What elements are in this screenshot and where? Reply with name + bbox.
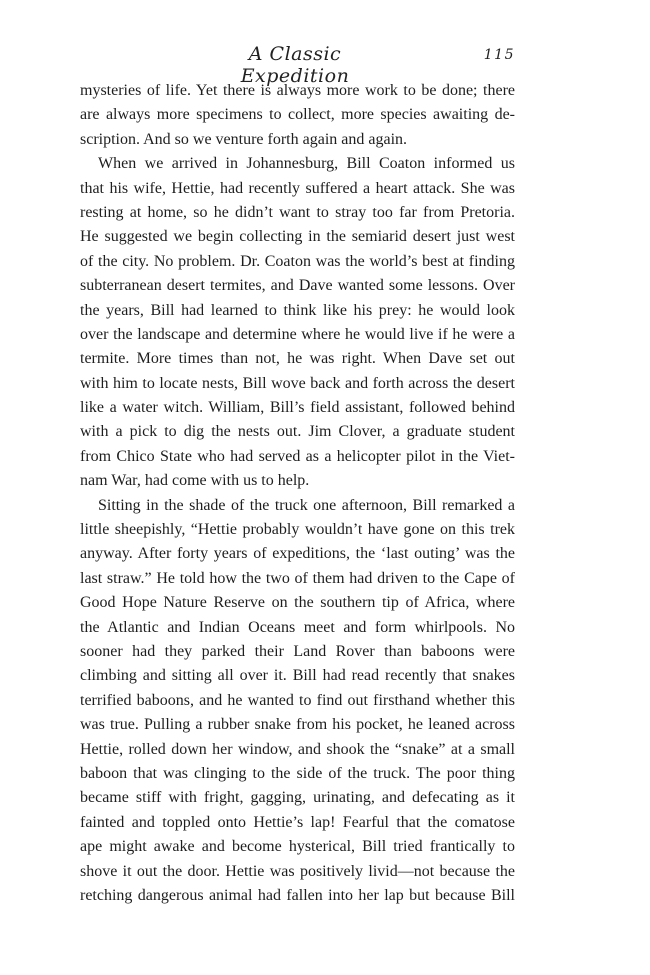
text-line: of the city. No problem. Dr. Coaton was the world’s best at finding <box>80 252 515 270</box>
text-line: subterranean desert termites, and Dave wanted some lessons. Over <box>80 277 515 295</box>
running-head <box>0 43 650 87</box>
text-line: fainted and toppled onto Hettie’s lap! Fearful that the comatose <box>80 813 515 831</box>
text-line: Hettie, rolled down her window, and shook the “snake” at a small <box>80 740 515 758</box>
text-line: shove it out the door. Hettie was positively livid—not because the <box>80 862 515 880</box>
text-line: that his wife, Hettie, had recently suffered a heart attack. She was <box>80 179 515 197</box>
text-line: resting at home, so he didn’t want to stray too far from Pretoria. <box>80 203 515 221</box>
paragraph <box>80 79 515 152</box>
text-line: Good Hope Nature Reserve on the southern tip of Africa, where <box>80 594 515 612</box>
text-line: mysteries of life. Yet there is always more work to be done; there <box>80 82 515 99</box>
text-line: became stiff with fright, gagging, urinating, and defecating as it <box>80 789 515 807</box>
text-line: terrified baboons, and he wanted to find out firsthand whether this <box>80 691 515 709</box>
text-line: anyway. After forty years of expeditions, the ‘last outing’ was the <box>80 545 515 563</box>
body-text <box>80 79 515 908</box>
text-line: the years, Bill had learned to think like his prey: he would look <box>80 301 515 319</box>
text-line: sooner had they parked their Land Rover than baboons were <box>80 642 515 660</box>
text-line: the Atlantic and Indian Oceans meet and form whirlpools. No <box>80 618 515 636</box>
text-line: Sitting in the shade of the truck one afternoon, Bill remarked a <box>98 496 515 514</box>
text-line: are always more specimens to collect, more species awaiting de- <box>80 106 515 124</box>
paragraph <box>80 152 515 493</box>
text-line: retching dangerous animal had fallen into her lap but because Bill <box>80 886 515 904</box>
text-line: baboon that was clinging to the side of the truck. The poor thing <box>80 764 515 782</box>
paragraph <box>80 494 515 909</box>
text-line: last straw.” He told how the two of them had driven to the Cape of <box>80 569 515 587</box>
text-line: from Chico State who had served as a helicopter pilot in the Viet- <box>80 447 515 465</box>
text-line: little sheepishly, “Hettie probably wouldn’t have gone on this trek <box>80 521 515 539</box>
text-line: nam War, had come with us to help. <box>80 472 310 490</box>
text-line: He suggested we begin collecting in the semiarid desert just west <box>80 228 515 246</box>
text-line: with a pick to dig the nests out. Jim Clover, a graduate student <box>80 423 515 441</box>
text-line: scription. And so we venture forth again and again. <box>80 130 408 148</box>
chapter-title: A Classic Expedition <box>240 43 350 87</box>
text-line: ape might awake and become hysterical, Bill tried frantically to <box>80 838 515 856</box>
text-line: When we arrived in Johannesburg, Bill Coaton informed us <box>98 155 515 173</box>
text-line: termite. More times than not, he was right. When Dave set out <box>80 350 515 368</box>
page-number: 115 <box>483 47 515 63</box>
text-line: like a water witch. William, Bill’s field assistant, followed behind <box>80 399 515 417</box>
text-line: with him to locate nests, Bill wove back and forth across the desert <box>80 374 515 392</box>
text-line: over the landscape and determine where he would live if he were a <box>80 325 515 343</box>
text-line: was true. Pulling a rubber snake from his pocket, he leaned across <box>80 716 515 734</box>
text-line: climbing and sitting all over it. Bill had read recently that snakes <box>80 667 515 685</box>
